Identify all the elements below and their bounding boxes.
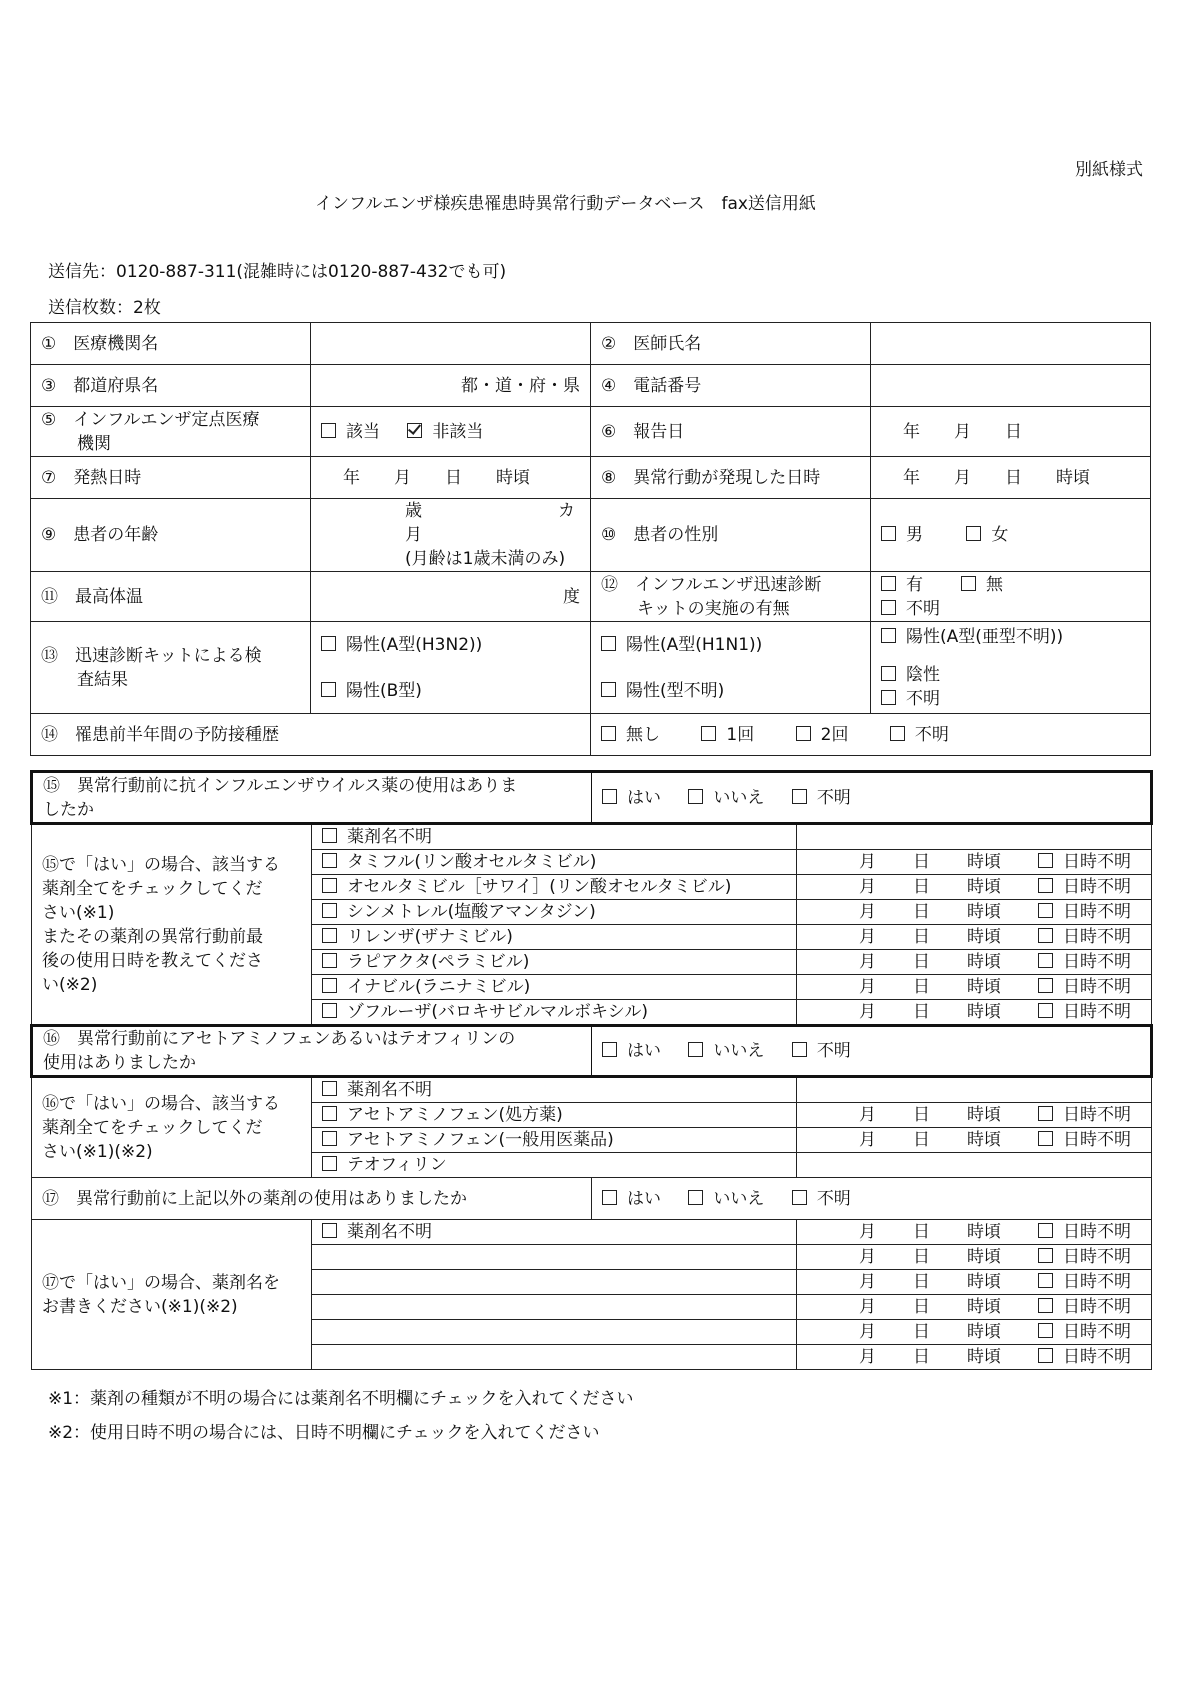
checkbox[interactable] [1038,978,1053,993]
checkbox[interactable] [881,666,896,681]
checkbox[interactable] [1038,878,1053,893]
checkbox[interactable] [1038,1273,1053,1288]
q13-col2: 陽性(A型(H1N1)) 陽性(型不明) [591,622,871,714]
datetime-cell[interactable]: 月 日 時頃 日時不明 [797,1245,1152,1270]
drug-item: 薬剤名不明 [312,1077,797,1103]
checkbox[interactable] [1038,903,1053,918]
q7-field[interactable]: 年 月 日 時頃 [311,457,591,499]
q14-options: 無し 1回 2回 不明 [591,714,1151,756]
checkbox[interactable] [881,628,896,643]
datetime-cell[interactable]: 月 日 時頃 日時不明 [797,975,1152,1000]
checkbox[interactable] [322,1081,337,1096]
q13-col1: 陽性(A型(H3N2)) 陽性(B型) [311,622,591,714]
datetime-cell[interactable]: 月 日 時頃 日時不明 [797,925,1152,950]
checkbox[interactable] [881,690,896,705]
q17-label: ⑰ 異常行動前に上記以外の薬剤の使用はありましたか [32,1178,592,1220]
drug-item: ゾフルーザ(バロキサビルマルボキシル) [312,1000,797,1026]
checkbox[interactable] [322,1223,337,1238]
drug-item: リレンザ(ザナミビル) [312,925,797,950]
q12-label: ⑫ インフルエンザ迅速診断 キットの実施の有無 [591,572,871,622]
table-row [32,1220,1152,1245]
checkbox[interactable] [322,903,337,918]
drug-item: イナビル(ラニナミビル) [312,975,797,1000]
checkbox[interactable] [601,726,616,741]
datetime-cell[interactable] [797,824,1152,850]
datetime-cell[interactable]: 月 日 時頃 日時不明 [797,1128,1152,1153]
q10-label: ⑩ 患者の性別 [591,499,871,572]
datetime-cell[interactable]: 月 日 時頃 日時不明 [797,1000,1152,1026]
datetime-cell[interactable]: 月 日 時頃 日時不明 [797,1220,1152,1245]
drug-item: 薬剤名不明 [312,1220,797,1245]
q13-label: ⑬ 迅速診断キットによる検 査結果 [31,622,311,714]
q5-options: 該当 非該当 [311,407,591,457]
q2-label: ② 医師氏名 [591,323,871,365]
q17-body-sub-label: ⑰で「はい」の場合、薬剤名を お書きください(※1)(※2) [32,1220,312,1370]
checkbox[interactable] [322,878,337,893]
checkbox[interactable] [322,978,337,993]
q3-field[interactable]: 都・道・府・県 [311,365,591,407]
q8-label: ⑧ 異常行動が発現した日時 [591,457,871,499]
datetime-cell[interactable] [797,1077,1152,1103]
checkbox[interactable] [1038,953,1053,968]
q7-label: ⑦ 発熱日時 [31,457,311,499]
checkbox[interactable] [1038,1106,1053,1121]
checkbox[interactable] [688,1190,703,1205]
q1-label: ① 医療機関名 [31,323,311,365]
checkbox[interactable] [322,1003,337,1018]
checkbox[interactable] [322,853,337,868]
q14-label: ⑭ 罹患前半年間の予防接種歴 [31,714,591,756]
checkbox[interactable] [602,789,617,804]
checkbox[interactable] [322,828,337,843]
checkbox[interactable] [1038,1248,1053,1263]
checkbox[interactable] [792,1042,807,1057]
checkbox[interactable] [322,1156,337,1171]
q15-label: ⑮ 異常行動前に抗インフルエンザウイルス薬の使用はありま したか [32,772,592,824]
q2-field[interactable] [871,323,1151,365]
checkbox[interactable] [688,789,703,804]
checkbox[interactable] [1038,1223,1053,1238]
drug-name-field[interactable] [312,1345,797,1370]
datetime-cell[interactable]: 月 日 時頃 日時不明 [797,1320,1152,1345]
datetime-cell[interactable]: 月 日 時頃 日時不明 [797,850,1152,875]
checkbox[interactable] [966,526,981,541]
checkbox[interactable] [1038,1298,1053,1313]
drug-name-field[interactable] [312,1320,797,1345]
checkbox[interactable] [961,576,976,591]
checkbox[interactable] [1038,1131,1053,1146]
drug-item: タミフル(リン酸オセルタミビル) [312,850,797,875]
datetime-cell[interactable]: 月 日 時頃 日時不明 [797,1103,1152,1128]
checkbox[interactable] [1038,853,1053,868]
checkbox[interactable] [322,1106,337,1121]
q15-options: はい いいえ 不明 [592,772,1152,824]
checkbox[interactable] [322,928,337,943]
q13-col3: 陽性(A型(亜型不明)) 陰性 不明 [871,622,1151,714]
basic-info-table [30,322,1151,756]
datetime-cell[interactable]: 月 日 時頃 日時不明 [797,950,1152,975]
q16-label: ⑯ 異常行動前にアセトアミノフェンあるいはテオフィリンの 使用はありましたか [32,1026,592,1077]
q9-field[interactable]: 歳 カ月 (月齢は1歳未満のみ) [311,499,591,572]
checkbox[interactable] [322,1131,337,1146]
checkbox[interactable] [701,726,716,741]
form-title: インフルエンザ様疾患罹患時異常行動データベース fax送信用紙 [315,194,816,214]
drug-item: 薬剤名不明 [312,824,797,850]
q1-field[interactable] [311,323,591,365]
note-1: ※1：薬剤の種類が不明の場合には薬剤名不明欄にチェックを入れてください [48,1389,634,1409]
checkbox[interactable] [601,636,616,651]
medication-table [30,770,1153,1370]
q15-body-sub-label: ⑮で「はい」の場合、該当する 薬剤全てをチェックしてくだ さい(※1) またその薬剤の異常行動前最 後の使用日時を教えてくださ い(※2) [32,824,312,1026]
checkbox[interactable] [1038,1003,1053,1018]
q3-label: ③ 都道府県名 [31,365,311,407]
drug-item: テオフィリン [312,1153,797,1178]
checkbox[interactable] [890,726,905,741]
q4-label: ④ 電話番号 [591,365,871,407]
checkbox[interactable] [1038,1323,1053,1338]
drug-item: アセトアミノフェン(処方薬) [312,1103,797,1128]
form-style-label: 別紙様式 [1075,160,1143,180]
send-to: 送信先：0120-887-311(混雑時には0120-887-432でも可) [48,262,507,282]
checkbox[interactable] [601,682,616,697]
drug-item: ラピアクタ(ペラミビル) [312,950,797,975]
q17-options: はい いいえ 不明 [592,1178,1152,1220]
q9-label: ⑨ 患者の年齢 [31,499,311,572]
checkbox[interactable] [688,1042,703,1057]
checkbox[interactable] [321,423,336,438]
datetime-cell[interactable]: 月 日 時頃 日時不明 [797,1295,1152,1320]
q5-label: ⑤ インフルエンザ定点医療 機関 [31,407,311,457]
q11-field[interactable]: 度 [311,572,591,622]
checkbox[interactable] [322,953,337,968]
datetime-cell[interactable] [797,1153,1152,1178]
checkbox[interactable] [792,1190,807,1205]
drug-item: アセトアミノフェン(一般用医薬品) [312,1128,797,1153]
q12-options: 有 無 不明 [871,572,1151,622]
drug-name-field[interactable] [312,1270,797,1295]
sheet-count: 送信枚数：2枚 [48,298,161,318]
drug-item: オセルタミビル［サワイ］(リン酸オセルタミビル) [312,875,797,900]
drug-name-field[interactable] [312,1295,797,1320]
checkbox[interactable] [792,789,807,804]
checkbox[interactable] [321,636,336,651]
datetime-cell[interactable]: 月 日 時頃 日時不明 [797,875,1152,900]
checkbox[interactable] [1038,1348,1053,1363]
q16-options: はい いいえ 不明 [592,1026,1152,1077]
drug-name-field[interactable] [312,1245,797,1270]
datetime-cell[interactable]: 月 日 時頃 日時不明 [797,1345,1152,1370]
table-row [32,1077,1152,1103]
checkbox-checked[interactable] [407,423,422,438]
checkbox[interactable] [881,600,896,615]
q16-body-sub-label: ⑯で「はい」の場合、該当する 薬剤全てをチェックしてくだ さい(※1)(※2) [32,1077,312,1178]
checkbox[interactable] [602,1190,617,1205]
checkbox[interactable] [881,526,896,541]
table-row [32,824,1152,850]
q4-field[interactable] [871,365,1151,407]
checkbox[interactable] [602,1042,617,1057]
datetime-cell[interactable]: 月 日 時頃 日時不明 [797,1270,1152,1295]
drug-item: シンメトレル(塩酸アマンタジン) [312,900,797,925]
note-2: ※2：使用日時不明の場合には、日時不明欄にチェックを入れてください [48,1423,600,1443]
checkbox[interactable] [881,576,896,591]
checkbox[interactable] [321,682,336,697]
datetime-cell[interactable]: 月 日 時頃 日時不明 [797,900,1152,925]
q10-options: 男 女 [871,499,1151,572]
q6-label: ⑥ 報告日 [591,407,871,457]
checkbox[interactable] [1038,928,1053,943]
checkbox[interactable] [796,726,811,741]
q11-label: ⑪ 最高体温 [31,572,311,622]
q6-field[interactable]: 年 月 日 [871,407,1151,457]
q8-field[interactable]: 年 月 日 時頃 [871,457,1151,499]
